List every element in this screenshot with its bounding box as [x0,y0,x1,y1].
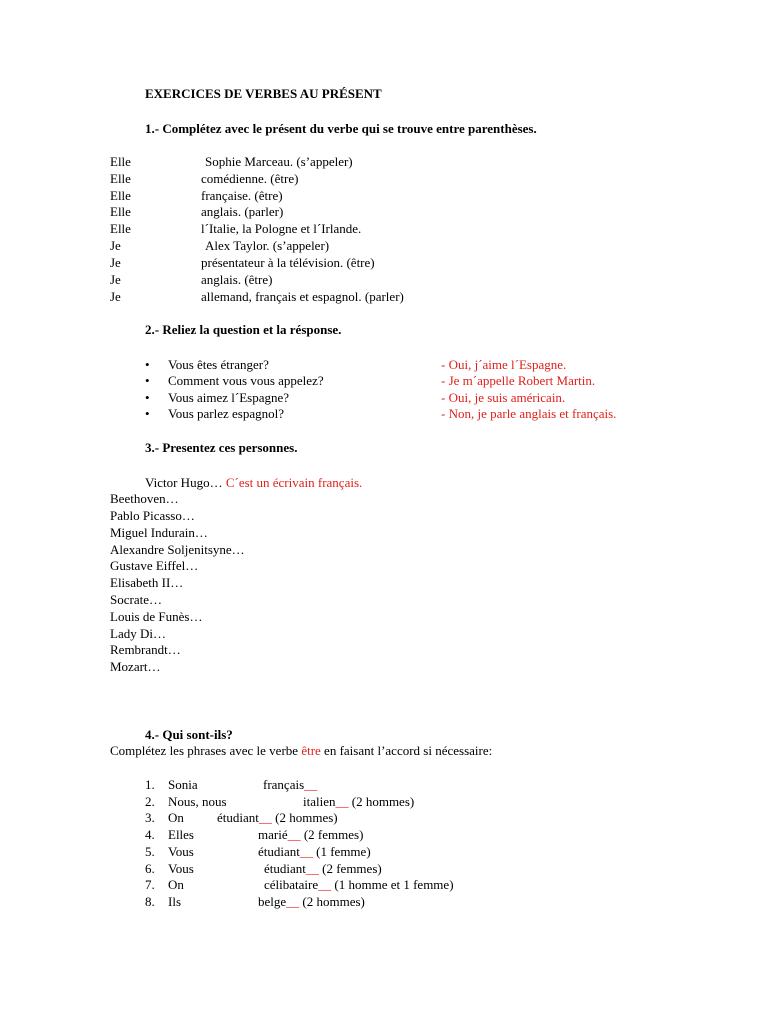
row-subject: Elle [110,154,131,169]
person-item: Pablo Picasso… [110,508,195,523]
item-subject: Vous [168,861,194,876]
blank-marker: __ [335,794,349,809]
item-note: (2 hommes) [271,810,338,825]
match-answer: - Je m´appelle Robert Martin. [441,373,596,388]
row-subject: Elle [110,221,131,236]
person-item: Lady Di… [110,626,166,641]
person-item: Alexandre Soljenitsyne… [110,542,245,557]
row-subject: Je [110,289,121,304]
item-word: marié [258,827,288,842]
agreement-row [145,894,645,911]
match-question: Vous aimez l´Espagne? [168,390,290,405]
agreement-row [145,794,645,811]
item-completion [258,894,365,911]
agreement-row [145,844,645,861]
item-number: 1. [145,777,155,792]
row-completion: présentateur à la télévision. (être) [201,255,375,270]
bullet-icon: • [145,373,150,388]
item-word: étudiant [217,810,259,825]
row-subject: Je [110,255,121,270]
match-answer: - Non, je parle anglais et français. [441,406,617,421]
section-2-heading: 2.- Reliez la question et la résponse. [145,322,342,337]
example-line [145,475,362,492]
row-subject: Elle [110,188,131,203]
row-completion: l´Italie, la Pologne et l´Irlande. [201,221,362,236]
match-row [145,406,705,423]
item-subject: On [168,877,184,892]
item-completion [303,794,414,811]
item-word: belge [258,894,287,909]
match-row [145,373,705,390]
blank-marker: __ [286,894,300,909]
item-word: italien [303,794,336,809]
item-subject: Vous [168,844,194,859]
agreement-row [145,827,645,844]
document-title: EXERCICES DE VERBES AU PRÉSENT [145,86,382,101]
instruction-verb: être [301,743,321,758]
agreement-row [145,877,645,894]
row-completion: anglais. (être) [201,272,273,287]
bullet-icon: • [145,357,150,372]
person-item: Elisabeth II… [110,575,184,590]
match-row [145,357,705,374]
item-completion [258,844,371,861]
item-note: (2 femmes) [318,861,382,876]
item-completion [264,877,454,894]
item-word: étudiant [258,844,300,859]
item-note: (2 femmes) [300,827,364,842]
match-answer: - Oui, je suis américain. [441,390,566,405]
instruction-text-after: en faisant l’accord si nécessaire: [320,743,493,758]
row-subject: Elle [110,171,131,186]
item-subject: Elles [168,827,194,842]
item-number: 3. [145,810,155,825]
match-row [145,390,705,407]
section-4-heading: 4.- Qui sont-ils? [145,727,233,742]
item-subject: On [168,810,184,825]
match-answer: - Oui, j´aime l´Espagne. [441,357,567,372]
row-subject: Elle [110,204,131,219]
row-subject: Je [110,238,121,253]
item-note: (2 hommes) [299,894,365,909]
person-item: Gustave Eiffel… [110,558,199,573]
item-word: étudiant [264,861,306,876]
agreement-row [145,810,645,827]
row-completion: Sophie Marceau. (s’appeler) [205,154,353,169]
blank-marker: __ [318,877,332,892]
row-completion: allemand, français et espagnol. (parler) [201,289,404,304]
item-word: célibataire [264,877,319,892]
item-note: (1 homme et 1 femme) [331,877,454,892]
agreement-row [145,861,645,878]
row-completion: Alex Taylor. (s’appeler) [205,238,330,253]
person-item: Beethoven… [110,491,179,506]
example-answer: C´est un écrivain français. [225,475,363,490]
bullet-icon: • [145,406,150,421]
blank-marker: __ [258,810,272,825]
match-question: Vous êtes étranger? [168,357,269,372]
item-word: français [263,777,305,792]
item-completion [264,861,382,878]
item-completion [217,810,338,827]
blank-marker: __ [304,777,318,792]
person-item: Louis de Funès… [110,609,203,624]
instruction-text-before: Complétez les phrases avec le verbe [110,743,302,758]
section-1-heading: 1.- Complétez avec le présent du verbe qui se trouve entre parenthèses. [145,121,537,136]
item-completion [258,827,363,844]
row-subject: Je [110,272,121,287]
blank-marker: __ [305,861,319,876]
item-number: 4. [145,827,155,842]
person-item: Rembrandt… [110,642,181,657]
item-number: 2. [145,794,155,809]
item-number: 6. [145,861,155,876]
item-number: 8. [145,894,155,909]
row-completion: anglais. (parler) [201,204,284,219]
item-subject: Nous, nous [168,794,227,809]
section-3-heading: 3.- Presentez ces personnes. [145,440,298,455]
section-4-instruction [110,743,492,760]
person-item: Socrate… [110,592,162,607]
example-name: Victor Hugo… [145,475,223,490]
item-number: 7. [145,877,155,892]
item-subject: Sonia [168,777,198,792]
item-subject: Ils [168,894,181,909]
bullet-icon: • [145,390,150,405]
item-note: (1 femme) [312,844,371,859]
agreement-row [145,777,645,794]
item-completion [263,777,317,794]
row-completion: française. (être) [201,188,283,203]
blank-marker: __ [299,844,313,859]
row-completion: comédienne. (être) [201,171,299,186]
match-question: Vous parlez espagnol? [168,406,285,421]
item-note: (2 hommes) [348,794,415,809]
blank-marker: __ [287,827,301,842]
match-question: Comment vous vous appelez? [168,373,324,388]
person-item: Miguel Indurain… [110,525,208,540]
person-item: Mozart… [110,659,161,674]
item-number: 5. [145,844,155,859]
